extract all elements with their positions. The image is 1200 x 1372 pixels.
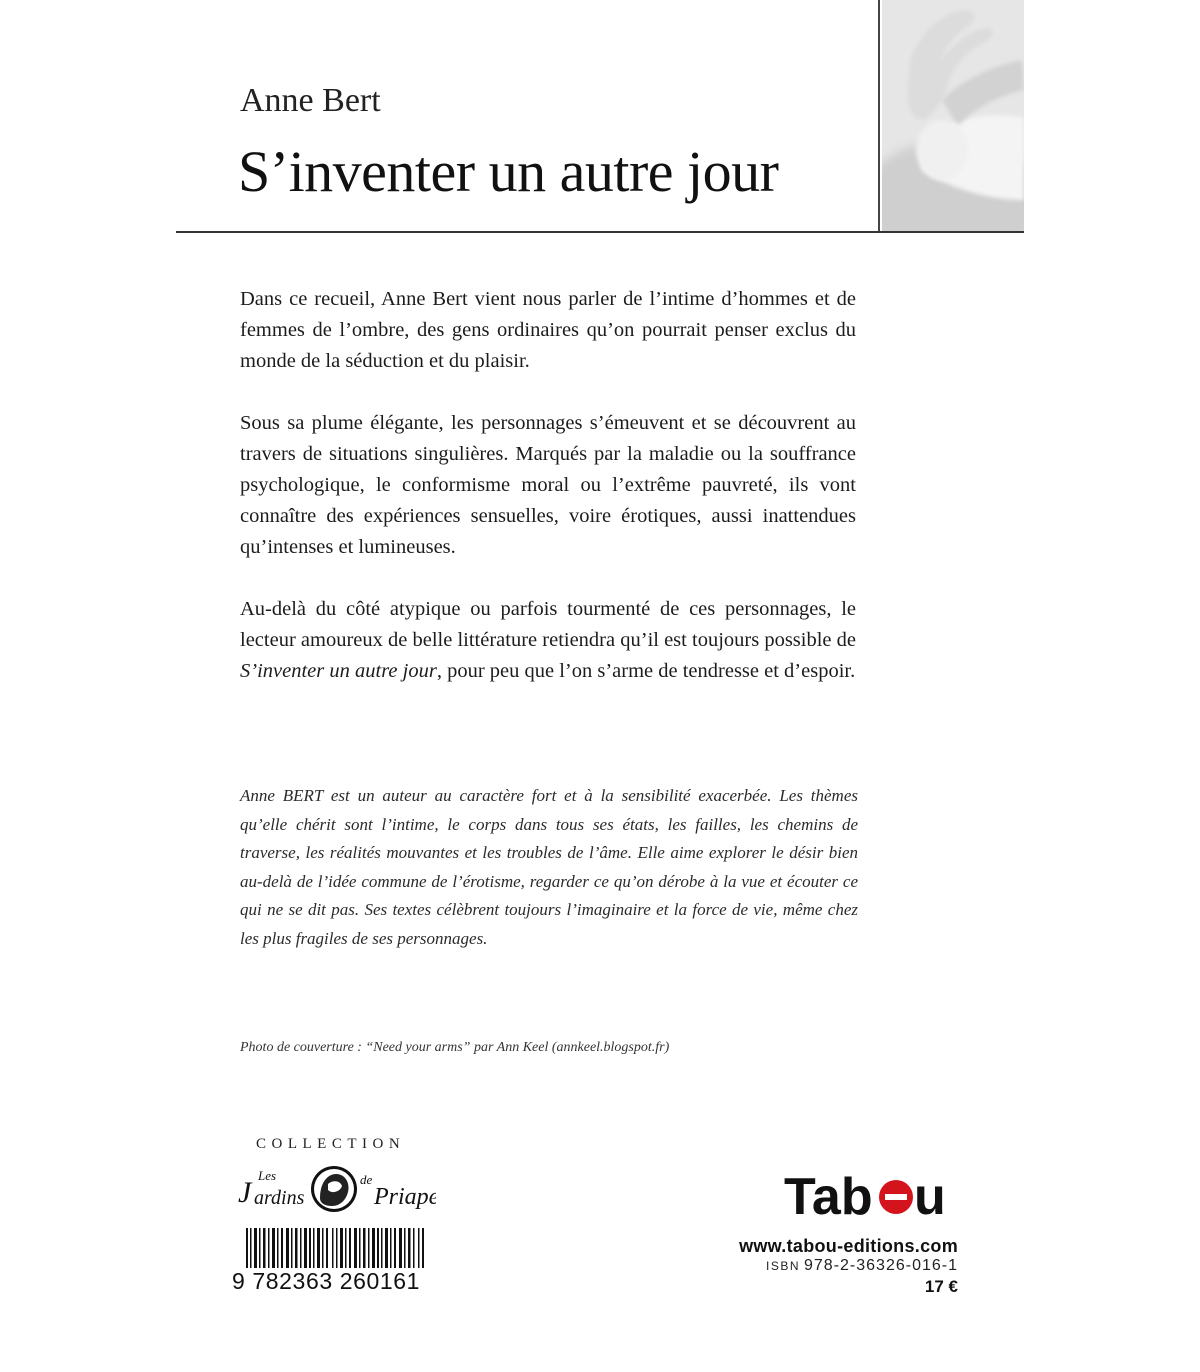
back-cover-blurb xyxy=(240,284,856,718)
author-name: Anne Bert xyxy=(240,82,381,119)
isbn-line xyxy=(766,1257,958,1275)
blurb-p3-start: Au-delà du côté atypique ou parfois tourmenté de ces personnages, le lecteur amoureux de belle littérature retiendra qu’il est toujours possible de xyxy=(240,598,856,651)
blurb-p3-end: , pour peu que l’on s’arme de tendresse et d’espoir. xyxy=(436,660,856,682)
cover-photo xyxy=(882,0,1024,231)
publisher-logo-text-end: u xyxy=(914,1168,946,1226)
collection-label: COLLECTION xyxy=(256,1136,406,1152)
publisher-logo xyxy=(784,1162,964,1226)
svg-text:J: J xyxy=(238,1176,252,1209)
svg-text:Priape: Priape xyxy=(374,1184,436,1210)
isbn-number: 978-2-36326-016-1 xyxy=(804,1257,958,1274)
isbn-label: ISBN xyxy=(765,1259,800,1273)
publisher-website[interactable]: www.tabou-editions.com xyxy=(739,1236,958,1256)
book-title: S’inventer un autre jour xyxy=(238,139,779,204)
svg-text:ardins: ardins xyxy=(254,1187,305,1209)
book-price: 17 € xyxy=(924,1277,958,1296)
publisher-logo-text-start: Tab xyxy=(784,1168,873,1226)
collection-logo xyxy=(236,1158,436,1220)
vertical-divider xyxy=(878,0,880,233)
photo-credit: Photo de couverture : “Need your arms” par Ann Keel (annkeel.blogspot.fr) xyxy=(240,1040,670,1055)
svg-text:Les: Les xyxy=(258,1168,277,1183)
svg-text:de: de xyxy=(360,1172,373,1187)
barcode-number: 9 782363 260161 xyxy=(232,1268,442,1295)
blurb-paragraph-2: Sous sa plume élégante, les personnages s’émeuvent et se découvrent au travers de situations singulières. Marqués par la maladie ou la souffrance psychologique, le conformisme moral ou l’extrême pauvreté, ils vont connaître des expériences sensuelles, voire érotiques, aussi inattendues qu’intenses et lumineuses. xyxy=(240,412,856,558)
header-divider xyxy=(176,231,1024,233)
blurb-p3-title: S’inventer un autre jour xyxy=(240,660,437,682)
author-bio: Anne BERT est un auteur au caractère fort et à la sensibilité exacerbée. Les thèmes qu’elle chérit sont l’intime, le corps dans tous ses états, les failles, les chemins de traverse, les réalités mouvantes et les troubles de l’âme. Elle aime explorer le désir bien au-delà de l’idée commune de l’érotisme, regarder ce qu’on dérobe à la vue et écouter ce qui ne se dit pas. Ses textes célèbrent toujours l’imaginaire et la force de vie, même chez les plus fragiles de ses personnages. xyxy=(240,786,858,948)
blurb-paragraph-3 xyxy=(240,594,856,687)
blurb-paragraph-1: Dans ce recueil, Anne Bert vient nous parler de l’intime d’hommes et de femmes de l’ombre, des gens ordinaires qu’on pourrait penser exclus du monde de la séduction et du plaisir. xyxy=(240,288,856,372)
